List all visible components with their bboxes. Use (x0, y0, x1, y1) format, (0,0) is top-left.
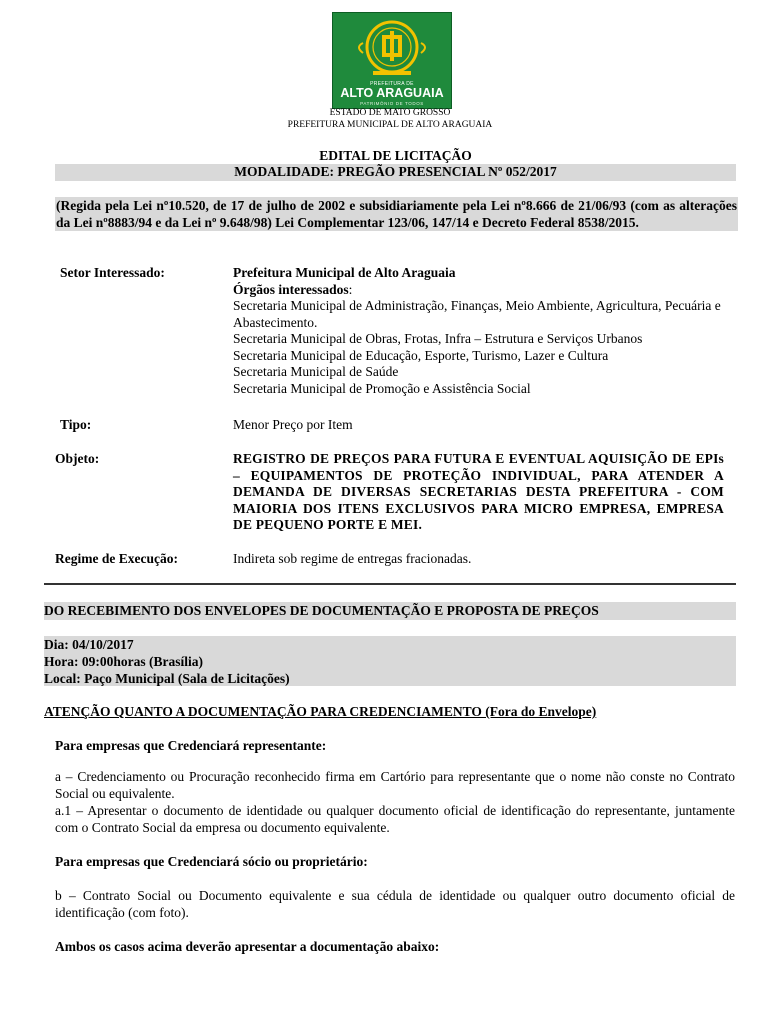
socio-heading: Para empresas que Credenciará sócio ou proprietário: (55, 854, 368, 869)
page-subtitle: MODALIDADE: PREGÃO PRESENCIAL Nº 052/2017 (55, 164, 736, 181)
header-state: ESTADO DE MATO GROSSO (329, 108, 451, 118)
logo-top-text: PREFEITURA DE (370, 81, 414, 87)
recebimento-local: Local: Paço Municipal (Sala de Licitações) (44, 671, 290, 686)
setor-prefeitura: Prefeitura Municipal de Alto Araguaia (233, 265, 456, 280)
regime-label: Regime de Execução: (55, 551, 178, 566)
prefeitura-logo (332, 12, 452, 109)
ambos-text: Ambos os casos acima deverão apresentar a documentação abaixo: (55, 939, 440, 954)
logo-motto: PATRIMÔNIO DE TODOS (360, 101, 424, 106)
orgaos-heading: Órgãos interessados: (233, 281, 353, 297)
recebimento-hora: Hora: 09:00horas (Brasília) (44, 654, 203, 669)
orgao-item: Secretaria Municipal de Promoção e Assistência Social (233, 380, 531, 396)
setor-label: Setor Interessado: (60, 265, 165, 280)
tipo-value: Menor Preço por Item (233, 417, 353, 432)
representante-heading: Para empresas que Credenciará representante: (55, 738, 327, 753)
item-a1: a.1 – Apresentar o documento de identidade ou qualquer documento oficial de identificação do representante, juntamente com o Contrato Social da empresa ou documento equivalente. (55, 803, 735, 835)
legal-basis-text: (Regida pela Lei nº10.520, de 17 de julho de 2002 e subsidiariamente pela Lei nº8.666 de 21/06/93 (com as alterações da Lei nº8883/94 e da Lei nº 9.648/98) Lei Complementar 123/06, 147/14 e Decreto Federal 8538/2015. (56, 198, 737, 230)
recebimento-info (44, 636, 736, 686)
recebimento-heading: DO RECEBIMENTO DOS ENVELOPES DE DOCUMENTAÇÃO E PROPOSTA DE PREÇOS (44, 602, 736, 620)
orgao-item: Secretaria Municipal de Saúde (233, 364, 399, 379)
setor-block (233, 265, 730, 397)
regime-value: Indireta sob regime de entregas fracionadas. (233, 551, 472, 566)
coat-of-arms-icon (333, 13, 451, 83)
orgao-item: Secretaria Municipal de Obras, Frotas, Infra – Estrutura e Serviços Urbanos (233, 331, 643, 346)
orgao-item: Secretaria Municipal de Educação, Esporte, Turismo, Lazer e Cultura (233, 347, 609, 363)
tipo-label: Tipo: (60, 417, 92, 432)
page-title: EDITAL DE LICITAÇÃO (319, 148, 472, 163)
header-prefeitura: PREFEITURA MUNICIPAL DE ALTO ARAGUAIA (287, 120, 493, 130)
logo-name: ALTO ARAGUAIA (340, 86, 444, 100)
orgao-item: Secretaria Municipal de Administração, Finanças, Meio Ambiente, Agricultura, Pecuária e Abastecimento. (233, 298, 721, 330)
item-a: a – Credenciamento ou Procuração reconhecido firma em Cartório para representante que o nome não conste no Contrato Social ou equivalente. (55, 769, 735, 801)
objeto-label: Objeto: (55, 451, 100, 466)
item-b: b – Contrato Social ou Documento equivalente e sua cédula de identidade ou qualquer outro documento oficial de identificação (com foto). (55, 888, 735, 920)
section-divider (44, 583, 736, 585)
recebimento-dia: Dia: 04/10/2017 (44, 637, 134, 652)
objeto-value: REGISTRO DE PREÇOS PARA FUTURA E EVENTUAL AQUISIÇÃO DE EPIs – EQUIPAMENTOS DE PROTEÇÃO INDIVIDUAL, PARA ATENDER A DEMANDA DE DIVERSAS SECRETARIAS DESTA PREFEITURA - COM MAIORIA DOS ITENS EXCLUSIVOS PARA MICRO EMPRESA, EMPRESA DE PEQUENO PORTE E MEI. (233, 451, 724, 532)
credenciamento-heading: ATENÇÃO QUANTO A DOCUMENTAÇÃO PARA CREDENCIAMENTO (Fora do Envelope) (44, 704, 597, 719)
